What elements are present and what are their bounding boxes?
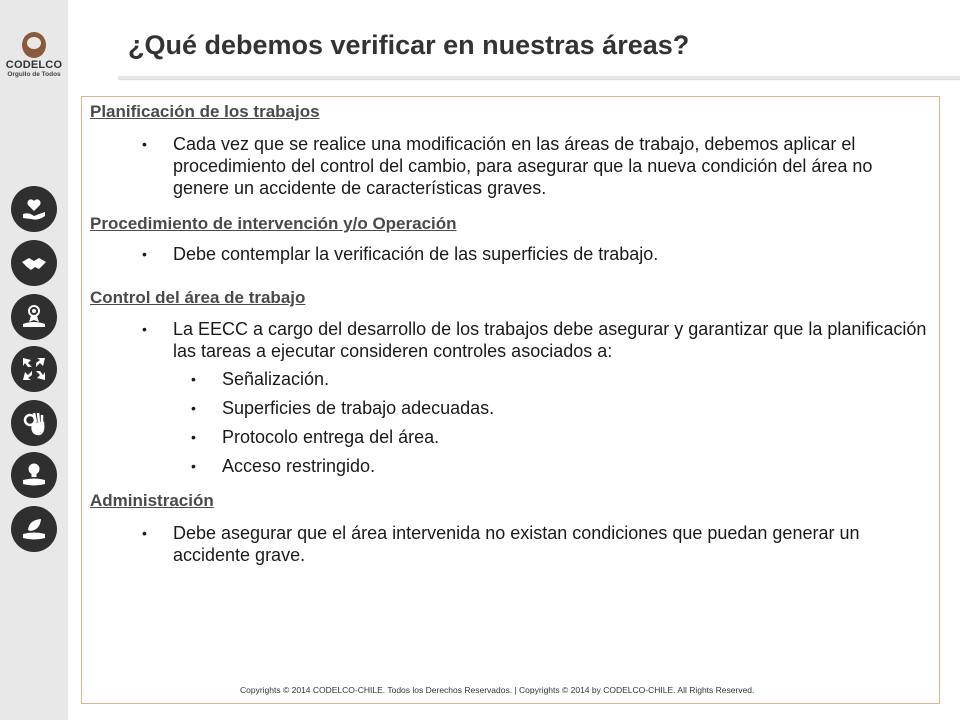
bullet-dot: • [142, 246, 147, 262]
bullet-dot: • [142, 525, 147, 541]
section-heading-control: Control del área de trabajo [90, 288, 306, 307]
bullet-text: Cada vez que se realice una modificación en las áreas de trabajo, debemos aplicar el procedimiento del control del cambio, para asegurar que la nueva condición del área no genere un accidente de características graves. [173, 134, 873, 198]
bullet-item [142, 243, 933, 265]
sub-bullet-text: Acceso restringido. [222, 456, 376, 476]
arrows-icon [11, 346, 57, 392]
sub-bullet-item [191, 368, 822, 390]
section-heading-procedimiento: Procedimiento de intervención y/o Operación [90, 214, 457, 233]
bullet-dot: • [191, 458, 196, 474]
heart-hand-icon [11, 186, 57, 232]
sub-bullet-item [191, 426, 822, 448]
title-divider [118, 76, 960, 79]
bullet-dot: • [142, 321, 147, 337]
bullet-text: La EECC a cargo del desarrollo de los trabajos debe asegurar y garantizar que la planificación las tareas a ejecutar consideren controles asociados a: [173, 319, 927, 361]
bullet-dot: • [142, 136, 147, 152]
bullet-item [142, 318, 933, 362]
ok-hand-icon [11, 400, 57, 446]
codelco-logo-mark-icon [22, 32, 46, 58]
logo-tagline: Orgullo de Todos [7, 71, 61, 78]
copyright-footer: Copyrights © 2014 CODELCO-CHILE. Todos los Derechos Reservados. | Copyrights © 2014 by CODELCO-CHILE. All Rights Reserved. [240, 685, 755, 695]
handshake-icon [11, 240, 57, 286]
bullet-dot: • [191, 371, 196, 387]
sub-bullet-text: Superficies de trabajo adecuadas. [222, 398, 495, 418]
sidebar [0, 0, 68, 720]
section-heading-administracion: Administración [90, 491, 214, 510]
bullet-text: Debe contemplar la verificación de las superficies de trabajo. [173, 244, 659, 264]
section-heading-planificacion: Planificación de los trabajos [90, 102, 320, 121]
sub-bullet-item [191, 397, 822, 419]
bullet-item [142, 522, 933, 566]
bullet-text: Debe asegurar que el área intervenida no existan condiciones que puedan generar un accidente grave. [173, 523, 860, 565]
person-medal-icon [11, 294, 57, 340]
sub-bullet-item [191, 455, 822, 477]
bullet-item [142, 133, 933, 199]
page-title: ¿Qué debemos verificar en nuestras áreas? [128, 30, 690, 60]
sub-bullet-text: Protocolo entrega del área. [222, 427, 440, 447]
bullet-dot: • [191, 400, 196, 416]
sub-bullet-text: Señalización. [222, 369, 330, 389]
leaf-hand-icon [11, 506, 57, 552]
bullet-dot: • [191, 429, 196, 445]
lightbulb-hand-icon [11, 452, 57, 498]
codelco-logo [2, 32, 66, 78]
logo-name: CODELCO [5, 59, 63, 71]
